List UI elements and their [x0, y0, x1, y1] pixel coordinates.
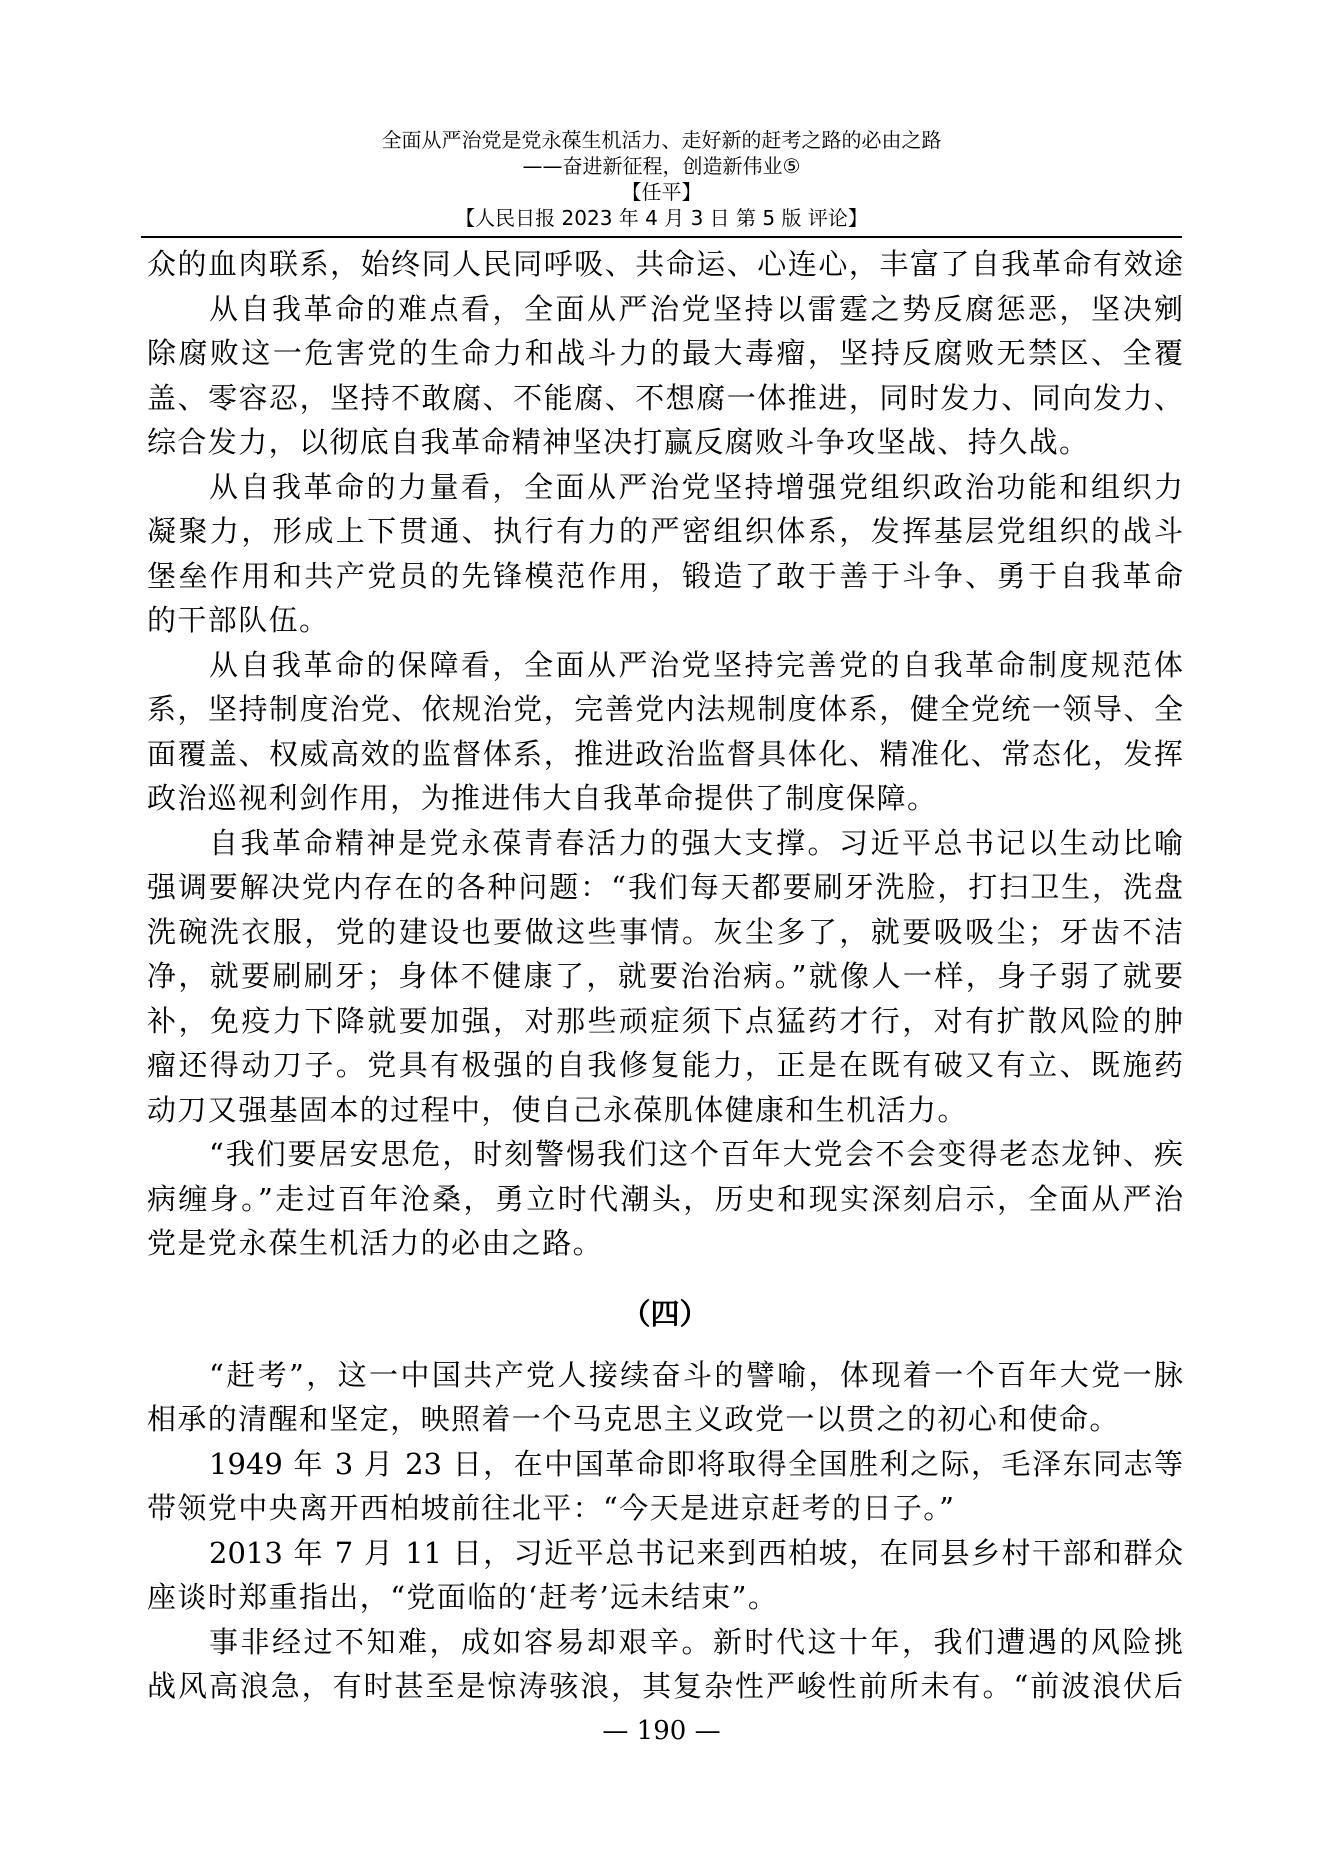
paragraph	[147, 821, 1183, 1133]
text-line: 的干部队伍。	[147, 603, 330, 637]
header-rule	[141, 236, 1182, 238]
paragraph	[147, 1353, 1183, 1442]
source-citation: 【人民日报 2023 年 4 月 3 日 第 5 版 评论】	[455, 206, 868, 230]
article-subtitle: ——奋进新征程，创造新伟业⑤	[522, 154, 801, 178]
paragraph	[147, 465, 1183, 643]
text-line: 面覆盖、权威高效的监督体系，推进政治监督具体化、精准化、常态化，发挥	[147, 736, 1183, 771]
text-line: 除腐败这一危害党的生命力和战斗力的最大毒瘤，坚持反腐败无禁区、全覆	[147, 336, 1183, 370]
paragraph	[147, 242, 1183, 287]
paragraph	[147, 1531, 1183, 1620]
text-line: 动刀又强基固本的过程中，使自己永葆肌体健康和生机活力。	[147, 1092, 968, 1127]
article-body	[147, 242, 1183, 1709]
text-line: 洗碗洗衣服，党的建设也要做这些事情。灰尘多了，就要吸吸尘；牙齿不洁	[147, 914, 1183, 949]
text-line: 病缠身。”走过百年沧桑，勇立时代潮头，历史和现实深刻启示，全面从严治	[147, 1181, 1183, 1216]
paragraph	[147, 643, 1183, 821]
text-line: 从自我革命的力量看，全面从严治党坚持增强党组织政治功能和组织力	[209, 469, 1183, 504]
text-line: 盖、零容忍，坚持不敢腐、不能腐、不想腐一体推进，同时发力、同向发力、	[147, 380, 1183, 415]
text-line: 2013 年 7 月 11 日，习近平总书记来到西柏坡，在同县乡村干部和群众	[209, 1535, 1183, 1570]
text-line: 净，就要刷刷牙；身体不健康了，就要治治病。”就像人一样，身子弱了就要	[147, 959, 1183, 993]
article-title: 全面从严治党是党永葆生机活力、走好新的赶考之路的必由之路	[381, 128, 942, 152]
paragraph	[147, 1442, 1183, 1531]
text-line: 堡垒作用和共产党员的先锋模范作用，锻造了敢于善于斗争、勇于自我革命	[147, 558, 1183, 593]
text-line: 相承的清醒和坚定，映照着一个马克思主义政党一以贯之的初心和使命。	[147, 1402, 1120, 1436]
text-line: 从自我革命的难点看，全面从严治党坚持以雷霆之势反腐惩恶，坚决剜	[209, 291, 1183, 326]
page-header	[0, 127, 1323, 231]
text-line: 政治巡视利剑作用，为推进伟大自我革命提供了制度保障。	[147, 781, 938, 815]
text-line: 强调要解决党内存在的各种问题：“我们每天都要刷牙洗脸，打扫卫生，洗盘	[147, 870, 1183, 904]
page-number: — 190 —	[602, 1716, 721, 1746]
text-line: “赶考”，这一中国共产党人接续奋斗的譬喻，体现着一个百年大党一脉	[209, 1357, 1183, 1392]
paragraph	[147, 1620, 1183, 1709]
text-line: 瘤还得动刀子。党具有极强的自我修复能力，正是在既有破又有立、既施药	[147, 1048, 1183, 1082]
paragraph	[147, 287, 1183, 465]
text-line: 自我革命精神是党永葆青春活力的强大支撑。习近平总书记以生动比喻	[209, 825, 1183, 860]
text-line: 1949 年 3 月 23 日，在中国革命即将取得全国胜利之际，毛泽东同志等	[209, 1446, 1183, 1481]
text-line: 综合发力，以彻底自我革命精神坚决打赢反腐败斗争攻坚战、持久战。	[147, 425, 1090, 459]
text-line: 带领党中央离开西柏坡前往北平：“今天是进京赶考的日子。”	[147, 1491, 956, 1525]
text-line: 系，坚持制度治党、依规治党，完善党内法规制度体系，健全党统一领导、全	[147, 692, 1183, 726]
text-line: 战风高浪急，有时甚至是惊涛骇浪，其复杂性严峻性前所未有。“前波浪伏后	[147, 1669, 1183, 1703]
text-line: 从自我革命的保障看，全面从严治党坚持完善党的自我革命制度规范体	[209, 647, 1183, 682]
text-line: 党是党永葆生机活力的必由之路。	[147, 1226, 604, 1260]
author-name: 【任平】	[621, 180, 702, 204]
section	[147, 1292, 1183, 1709]
text-line: 补，免疫力下降就要加强，对那些顽症须下点猛药才行，对有扩散风险的肿	[147, 1003, 1183, 1038]
text-line: 座谈时郑重指出，“党面临的‘赶考’远未结束”。	[147, 1580, 779, 1614]
text-line: 众的血肉联系，始终同人民同呼吸、共命运、心连心，丰富了自我革命有效途	[147, 247, 1183, 281]
paragraph	[147, 1132, 1183, 1266]
text-line: 凝聚力，形成上下贯通、执行有力的严密组织体系，发挥基层党组织的战斗	[147, 514, 1183, 548]
text-line: 事非经过不知难，成如容易却艰辛。新时代这十年，我们遭遇的风险挑	[209, 1624, 1183, 1659]
section-heading: （四）	[621, 1296, 709, 1331]
text-line: “我们要居安思危，时刻警惕我们这个百年大党会不会变得老态龙钟、疾	[209, 1137, 1183, 1171]
section	[147, 242, 1183, 1266]
